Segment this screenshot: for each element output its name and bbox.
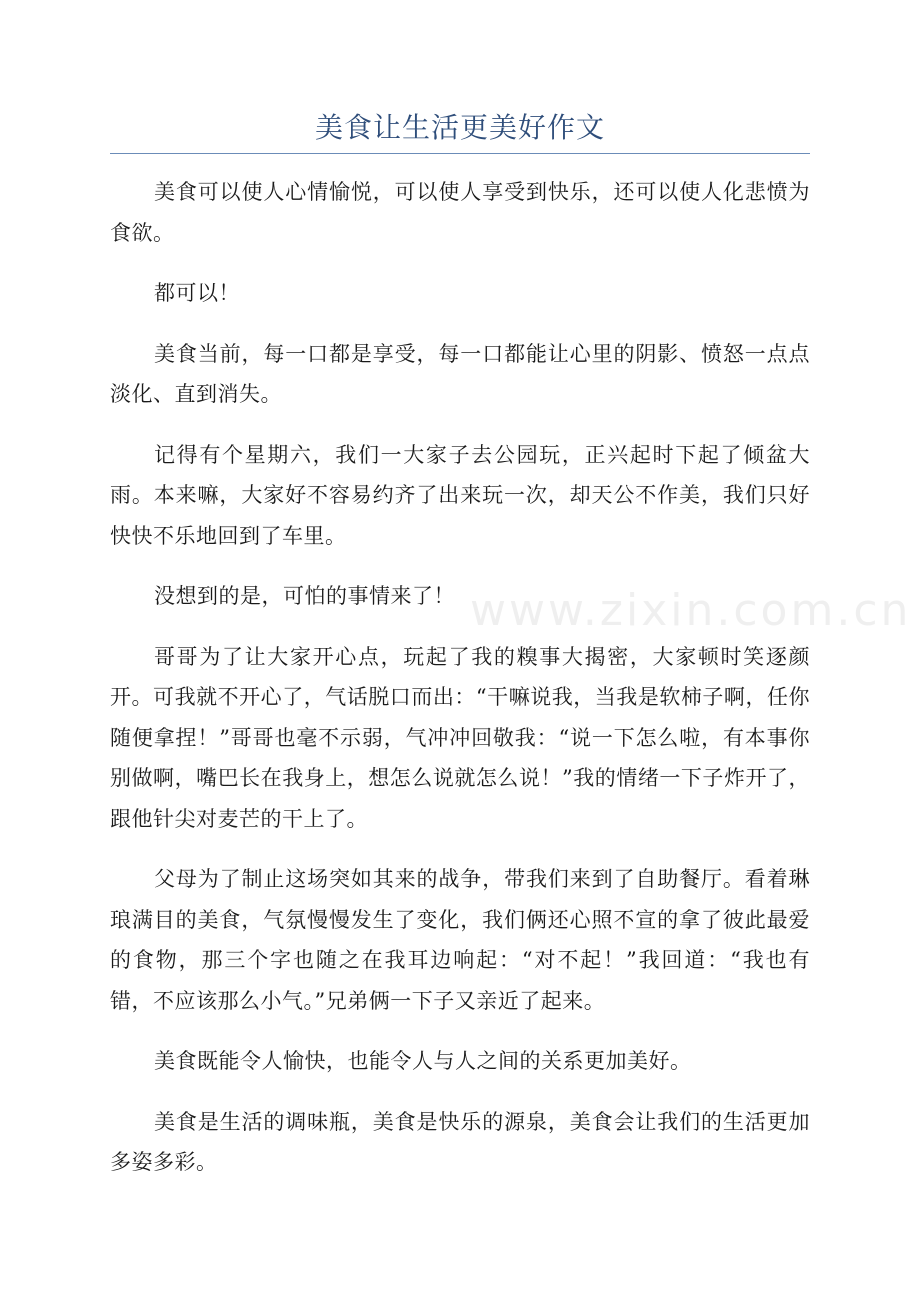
title-underline xyxy=(110,153,810,154)
paragraph: 没想到的是，可怕的事情来了！ xyxy=(154,584,455,608)
paragraph: 美食可以使人心情愉悦，可以使人享受到快乐，还可以使人化悲愤为食欲。 xyxy=(110,180,810,245)
paragraph: 父母为了制止这场突如其来的战争，带我们来到了自助餐厅。看着琳琅满目的美食，气氛慢慢发生了变化，我们俩还心照不宣的拿了彼此最爱的食物，那三个字也随之在我耳边响起：“对不起！”我回道：“我也有错，不应该那么小气。”兄弟俩一下子又亲近了起来。 xyxy=(110,867,810,1013)
watermark: www.zixin.com.cn xyxy=(470,585,912,636)
paragraph: 美食既能令人愉快，也能令人与人之间的关系更加美好。 xyxy=(154,1049,692,1073)
paragraph: 哥哥为了让大家开心点，玩起了我的糗事大揭密，大家顿时笑逐颜开。可我就不开心了，气话脱口而出：“干嘛说我，当我是软柿子啊，任你随便拿捏！”哥哥也毫不示弱，气冲冲回敬我：“说一下怎么啦，有本事你别做啊，嘴巴长在我身上，想怎么说就怎么说！”我的情绪一下子炸开了，跟他针尖对麦芒的干上了。 xyxy=(110,644,810,831)
document-body xyxy=(110,172,810,1203)
paragraph: 都可以！ xyxy=(154,281,240,305)
paragraph: 记得有个星期六，我们一大家子去公园玩，正兴起时下起了倾盆大雨。本来嘛，大家好不容易约齐了出来玩一次，却天公不作美，我们只好快快不乐地回到了车里。 xyxy=(110,442,810,548)
document-title: 美食让生活更美好作文 xyxy=(314,111,605,144)
paragraph: 美食当前，每一口都是享受，每一口都能让心里的阴影、愤怒一点点淡化、直到消失。 xyxy=(110,341,810,406)
paragraph: 美食是生活的调味瓶，美食是快乐的源泉，美食会让我们的生活更加多姿多彩。 xyxy=(110,1109,810,1174)
